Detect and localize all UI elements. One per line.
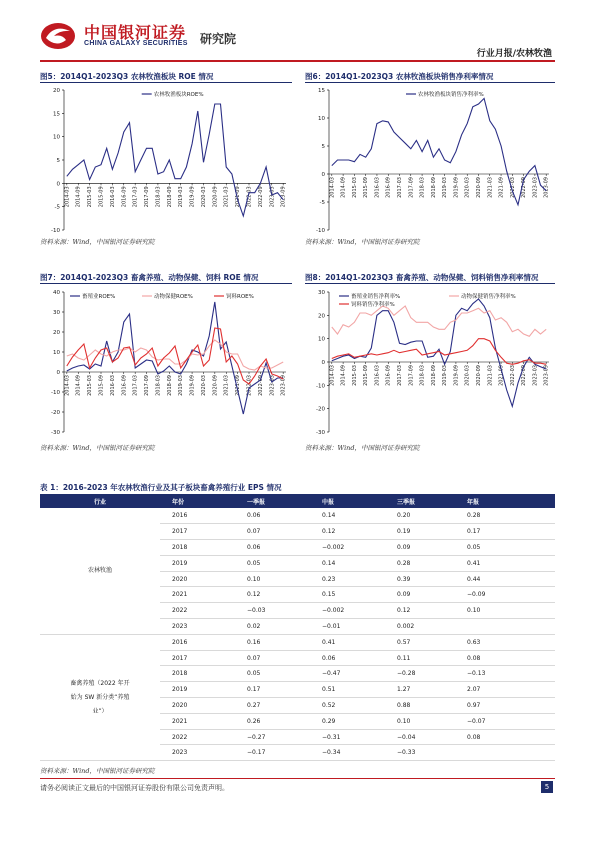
table-cell: 0.41	[310, 634, 385, 650]
table-cell: 0.51	[310, 682, 385, 698]
table-header-row	[40, 494, 555, 508]
table-cell: 0.63	[455, 634, 555, 650]
y-tick-label: -20	[51, 410, 60, 416]
header-divider	[40, 60, 555, 62]
fig5-title: 图5：2014Q1-2023Q3 农林牧渔板块 ROE 情况	[40, 72, 214, 81]
legend-label: 动物保健ROE%	[154, 294, 193, 300]
y-tick-label: -20	[316, 406, 325, 413]
x-tick-label: 2023-03	[532, 365, 539, 386]
table-cell: 2020	[160, 698, 235, 714]
x-tick-label: 2016-09	[385, 177, 392, 198]
legend-label: 农林牧渔板块ROE%	[153, 92, 204, 98]
table-cell: 0.26	[235, 713, 310, 729]
table-cell: 2023	[160, 745, 235, 761]
x-tick-label: 2022-03	[509, 177, 516, 198]
x-tick-label: 2022-03	[509, 365, 516, 386]
table-cell: 1.27	[385, 682, 455, 698]
x-tick-label: 2014-09	[75, 186, 82, 208]
x-tick-label: 2017-03	[132, 186, 139, 208]
table-cell: 0.29	[310, 713, 385, 729]
table-cell: −0.002	[310, 540, 385, 556]
y-tick-label: 10	[318, 116, 325, 122]
x-tick-label: 2020-03	[464, 365, 471, 386]
x-tick-label: 2020-03	[200, 375, 207, 396]
x-tick-label: 2019-03	[178, 375, 185, 396]
y-tick-label: 20	[53, 330, 60, 336]
x-tick-label: 2014-03	[329, 177, 336, 198]
y-tick-label: 10	[53, 134, 60, 141]
x-tick-label: 2023-03	[532, 177, 539, 198]
y-tick-label: 0	[56, 181, 60, 188]
table-cell: 0.17	[455, 524, 555, 540]
y-tick-label: -5	[54, 204, 60, 211]
x-tick-label: 2020-09	[475, 177, 482, 198]
x-tick-label: 2021-09	[498, 177, 505, 198]
series-line-2	[332, 306, 546, 336]
eps-table	[40, 494, 555, 761]
table-cell: 0.11	[385, 650, 455, 666]
table-cell: 2019	[160, 555, 235, 571]
table-cell: 2023	[160, 619, 235, 635]
table-cell	[455, 619, 555, 635]
fig6-title-rule	[305, 82, 555, 83]
col-header-q3: 三季报	[385, 494, 455, 508]
table-cell: −0.13	[455, 666, 555, 682]
x-tick-label: 2019-03	[442, 177, 449, 198]
table-cell: 0.97	[455, 698, 555, 714]
table-cell: 0.41	[455, 555, 555, 571]
table-cell: −0.33	[385, 745, 455, 761]
y-tick-label: 10	[318, 336, 325, 343]
x-tick-label: 2021-03	[223, 375, 230, 396]
table-cell: 0.14	[310, 508, 385, 524]
x-tick-label: 2019-09	[189, 186, 196, 208]
table-cell: −0.31	[310, 729, 385, 745]
col-header-year: 年份	[160, 494, 235, 508]
fig5-chart	[40, 84, 292, 234]
x-tick-label: 2023-09	[543, 365, 550, 386]
x-tick-label: 2017-09	[408, 177, 415, 198]
y-tick-label: -10	[316, 383, 325, 390]
x-tick-label: 2022-09	[257, 186, 264, 208]
x-tick-label: 2016-03	[374, 177, 381, 198]
fig8-chart	[305, 286, 555, 436]
fig6-chart	[305, 84, 555, 234]
table-cell: −0.47	[310, 666, 385, 682]
x-tick-label: 2018-03	[155, 375, 162, 396]
table-cell: 0.88	[385, 698, 455, 714]
fig6-source: 资料来源：Wind，中国银河证券研究院	[305, 238, 420, 246]
x-tick-label: 2018-09	[430, 365, 437, 386]
table-cell: 2018	[160, 540, 235, 556]
x-tick-label: 2016-09	[121, 375, 128, 396]
footer-disclaimer: 请务必阅读正文最后的中国银河证券股份有限公司免责声明。	[40, 784, 229, 792]
y-tick-label: 20	[53, 88, 60, 94]
legend-label: 农林牧渔板块销售净利率%	[418, 92, 484, 98]
x-tick-label: 2015-03	[87, 375, 94, 396]
x-tick-label: 2016-09	[385, 365, 392, 386]
x-tick-label: 2018-09	[166, 375, 173, 396]
table-cell: 2019	[160, 682, 235, 698]
table-cell: 0.23	[310, 571, 385, 587]
x-tick-label: 2021-03	[487, 365, 494, 386]
table-cell: 0.02	[235, 619, 310, 635]
table-cell: 2018	[160, 666, 235, 682]
legend-label: 饲料ROE%	[226, 294, 254, 300]
table-cell: 2021	[160, 587, 235, 603]
y-tick-label: 20	[318, 313, 325, 320]
table-cell: 0.39	[385, 571, 455, 587]
page-number: 5	[541, 781, 553, 793]
y-tick-label: 15	[318, 88, 325, 94]
x-tick-label: 2016-03	[109, 186, 116, 208]
y-tick-label: 0	[321, 360, 325, 366]
x-tick-label: 2021-03	[487, 177, 494, 198]
table-cell: −0.03	[235, 603, 310, 619]
table-cell: 0.09	[385, 587, 455, 603]
fig7-title-rule	[40, 283, 292, 284]
x-tick-label: 2018-03	[419, 365, 426, 386]
x-tick-label: 2016-03	[109, 375, 116, 396]
x-tick-label: 2014-09	[340, 177, 347, 198]
x-tick-label: 2014-09	[75, 375, 82, 396]
y-tick-label: 0	[56, 370, 60, 376]
table-cell: 0.57	[385, 634, 455, 650]
col-header-h1: 中报	[310, 494, 385, 508]
table-cell: 0.09	[385, 540, 455, 556]
x-tick-label: 2023-03	[269, 186, 276, 208]
y-tick-label: 15	[53, 111, 60, 118]
table-cell: 0.05	[235, 666, 310, 682]
table-cell: 2022	[160, 729, 235, 745]
table-cell: 0.28	[455, 508, 555, 524]
x-tick-label: 2020-09	[212, 375, 219, 396]
series-line-1	[332, 299, 546, 406]
legend-label: 畜殖业ROE%	[82, 294, 116, 300]
table-source: 资料来源：Wind，中国银河证券研究院	[40, 767, 155, 775]
col-header-q1: 一季报	[235, 494, 310, 508]
table-cell: 0.17	[235, 682, 310, 698]
x-tick-label: 2019-09	[453, 177, 460, 198]
report-type-label: 行业月报/农林牧渔	[476, 49, 552, 59]
table-cell: −0.28	[385, 666, 455, 682]
table-cell: 2016	[160, 508, 235, 524]
x-tick-label: 2015-03	[87, 186, 94, 208]
table-cell: 0.15	[310, 587, 385, 603]
y-tick-label: -10	[316, 228, 325, 234]
table-cell: 0.44	[455, 571, 555, 587]
y-tick-label: 0	[321, 172, 325, 178]
x-tick-label: 2021-09	[235, 186, 242, 208]
table-cell: −0.04	[385, 729, 455, 745]
logo-chinese-name: 中国银河证券	[84, 23, 187, 42]
x-tick-label: 2015-09	[98, 186, 105, 208]
table-row	[40, 508, 555, 524]
x-tick-label: 2018-09	[430, 177, 437, 198]
table-title: 表 1：2016-2023 年农林牧渔行业及其子板块畜禽养殖行业 EPS 情况	[40, 483, 282, 492]
x-tick-label: 2018-09	[166, 186, 173, 208]
x-tick-label: 2014-03	[64, 186, 71, 208]
industry-cell: 农林牧渔	[40, 508, 160, 634]
fig7-source: 资料来源：Wind，中国银河证券研究院	[40, 444, 155, 452]
table-cell: 2.07	[455, 682, 555, 698]
table-cell: 0.16	[235, 634, 310, 650]
y-tick-label: 30	[318, 290, 325, 296]
table-cell: 0.002	[385, 619, 455, 635]
table-cell: 0.08	[455, 729, 555, 745]
x-tick-label: 2023-03	[269, 375, 276, 396]
fig8-title: 图8：2014Q1-2023Q3 畜禽养殖、动物保健、饲料销售净利率情况	[305, 273, 539, 282]
x-tick-label: 2017-09	[408, 365, 415, 386]
table-cell: −0.09	[455, 587, 555, 603]
series-line-3	[332, 339, 546, 365]
y-tick-label: 5	[321, 144, 325, 150]
fig7-chart	[40, 286, 292, 436]
x-tick-label: 2022-09	[521, 365, 528, 386]
x-tick-label: 2019-09	[453, 365, 460, 386]
table-cell: 0.10	[385, 713, 455, 729]
table-cell: −0.002	[310, 603, 385, 619]
x-tick-label: 2017-09	[144, 186, 151, 208]
table-cell: 2020	[160, 571, 235, 587]
fig7-title: 图7：2014Q1-2023Q3 畜禽养殖、动物保健、饲料 ROE 情况	[40, 273, 259, 282]
table-cell: −0.34	[310, 745, 385, 761]
table-cell: 0.07	[235, 524, 310, 540]
table-cell: 2021	[160, 713, 235, 729]
table-cell: 0.12	[310, 524, 385, 540]
industry-cell: 畜禽养殖（2022 年开始为 SW 新分类“养殖业”）	[40, 634, 160, 760]
x-tick-label: 2014-03	[64, 375, 71, 396]
table-cell: −0.17	[235, 745, 310, 761]
legend-label: 动物保健销售净利率%	[461, 294, 516, 300]
series-line-1	[67, 302, 283, 414]
table-cell: 0.10	[235, 571, 310, 587]
y-tick-label: -5	[319, 200, 325, 206]
x-tick-label: 2021-03	[223, 186, 230, 208]
x-tick-label: 2017-03	[132, 375, 139, 396]
x-tick-label: 2017-09	[144, 375, 151, 396]
y-tick-label: -30	[51, 430, 60, 436]
table-cell: 0.10	[455, 603, 555, 619]
x-tick-label: 2015-09	[98, 375, 105, 396]
table-row	[40, 634, 555, 650]
table-cell: 2017	[160, 650, 235, 666]
x-tick-label: 2022-09	[257, 375, 264, 396]
table-cell: 0.06	[235, 540, 310, 556]
x-tick-label: 2016-09	[121, 186, 128, 208]
x-tick-label: 2023-09	[280, 375, 287, 396]
x-tick-label: 2022-03	[246, 186, 253, 208]
x-tick-label: 2021-09	[235, 375, 242, 396]
x-tick-label: 2020-03	[200, 186, 207, 208]
table-cell: 0.07	[235, 650, 310, 666]
table-cell: 0.05	[235, 555, 310, 571]
x-tick-label: 2023-09	[280, 186, 287, 208]
x-tick-label: 2018-03	[155, 186, 162, 208]
table-cell: 0.06	[235, 508, 310, 524]
table-cell: 0.28	[385, 555, 455, 571]
table-cell: 2016	[160, 634, 235, 650]
logo-english-name: CHINA GALAXY SECURITIES	[84, 40, 188, 47]
x-tick-label: 2015-09	[363, 365, 370, 386]
x-tick-label: 2019-03	[178, 186, 185, 208]
table-cell: 0.14	[310, 555, 385, 571]
x-tick-label: 2015-03	[351, 177, 358, 198]
legend-label: 畜殖业销售净利率%	[351, 294, 401, 300]
table-cell: 0.12	[235, 587, 310, 603]
y-tick-label: 5	[56, 158, 60, 164]
table-cell	[455, 745, 555, 761]
table-cell: 0.52	[310, 698, 385, 714]
table-cell: 2022	[160, 603, 235, 619]
fig6-title: 图6：2014Q1-2023Q3 农林牧渔板块销售净利率情况	[305, 72, 494, 81]
table-cell: 0.12	[385, 603, 455, 619]
fig5-title-rule	[40, 82, 292, 83]
y-tick-label: -10	[51, 228, 60, 234]
x-tick-label: 2020-03	[464, 177, 471, 198]
x-tick-label: 2023-09	[543, 177, 550, 198]
legend-label: 饲料销售净利率%	[351, 302, 395, 308]
table-cell: 0.19	[385, 524, 455, 540]
x-tick-label: 2015-09	[363, 177, 370, 198]
col-header-annual: 年报	[455, 494, 555, 508]
x-tick-label: 2019-03	[442, 365, 449, 386]
table-cell: −0.27	[235, 729, 310, 745]
table-cell: −0.01	[310, 619, 385, 635]
fig5-source: 资料来源：Wind，中国银河证券研究院	[40, 238, 155, 246]
x-tick-label: 2020-09	[212, 186, 219, 208]
y-tick-label: 30	[53, 310, 60, 316]
x-tick-label: 2015-03	[351, 365, 358, 386]
y-tick-label: -30	[316, 430, 325, 436]
table-cell: 0.05	[455, 540, 555, 556]
y-tick-label: 10	[53, 350, 60, 356]
fig8-title-rule	[305, 283, 555, 284]
table-cell: 0.08	[455, 650, 555, 666]
fig8-source: 资料来源：Wind，中国银河证券研究院	[305, 444, 420, 452]
table-cell: −0.07	[455, 713, 555, 729]
x-tick-label: 2016-03	[374, 365, 381, 386]
x-tick-label: 2019-09	[189, 375, 196, 396]
x-tick-label: 2017-03	[397, 177, 404, 198]
research-institute-label: 研究院	[200, 32, 237, 46]
galaxy-logo-icon	[40, 22, 76, 50]
y-tick-label: -10	[51, 390, 60, 396]
table-cell: 0.20	[385, 508, 455, 524]
footer-divider	[40, 778, 555, 779]
table-cell: 2017	[160, 524, 235, 540]
x-tick-label: 2014-03	[329, 365, 336, 386]
col-header-industry: 行业	[40, 494, 160, 508]
x-tick-label: 2022-09	[521, 177, 528, 198]
x-tick-label: 2018-03	[419, 177, 426, 198]
x-tick-label: 2022-03	[246, 375, 253, 396]
y-tick-label: 40	[53, 290, 60, 296]
x-tick-label: 2014-09	[340, 365, 347, 386]
x-tick-label: 2020-09	[475, 365, 482, 386]
x-tick-label: 2021-09	[498, 365, 505, 386]
table-cell: 0.06	[310, 650, 385, 666]
x-tick-label: 2017-03	[397, 365, 404, 386]
table-cell: 0.27	[235, 698, 310, 714]
